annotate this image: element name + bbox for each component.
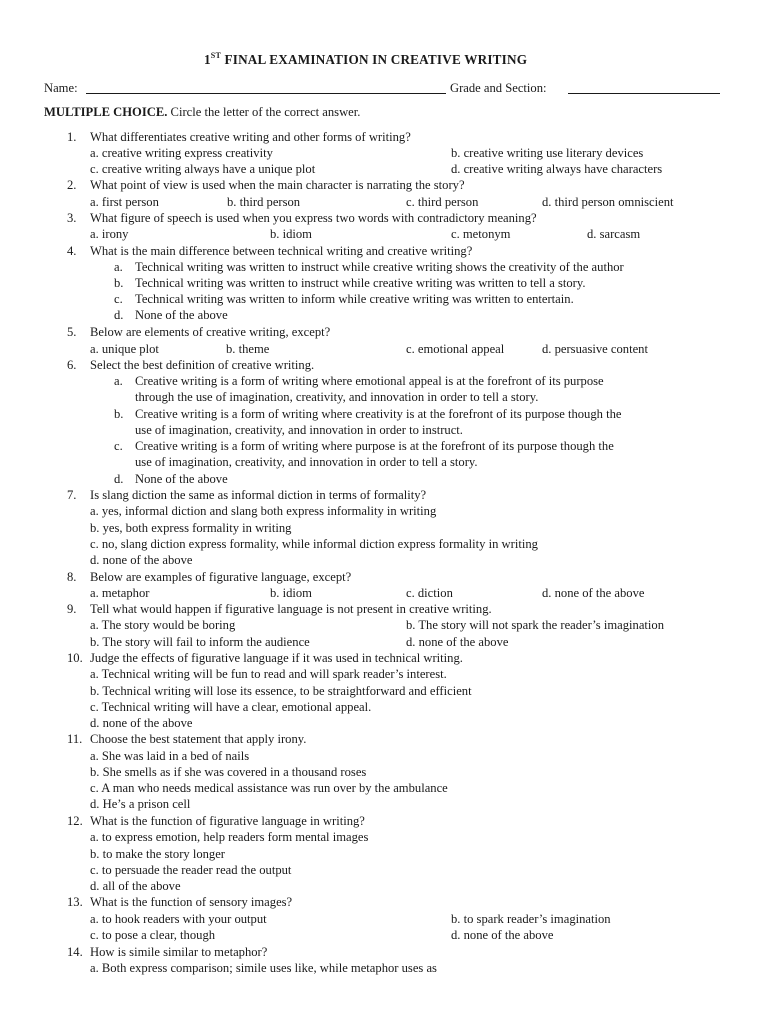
choice: d. creative writing always have characters: [451, 162, 663, 176]
instructions-text: Circle the letter of the correct answer.: [167, 105, 361, 119]
question-number: 1.: [67, 130, 77, 144]
choice-letter: b.: [114, 276, 124, 290]
choice: d. He’s a prison cell: [90, 797, 191, 811]
question-number: 2.: [67, 178, 77, 192]
question-text: What point of view is used when the main character is narrating the story?: [90, 178, 465, 192]
question-text: How is simile similar to metaphor?: [90, 945, 268, 959]
question-number: 8.: [67, 570, 77, 584]
name-label: Name:: [44, 81, 78, 95]
choice: a. first person: [90, 195, 159, 209]
choice: Creative writing is a form of writing where emotional appeal is at the forefront of its purpose: [135, 374, 604, 388]
choice: a. unique plot: [90, 342, 159, 356]
question-number: 5.: [67, 325, 77, 339]
question-text: What differentiates creative writing and other forms of writing?: [90, 130, 411, 144]
title-superscript: ST: [210, 51, 221, 60]
choice-letter: b.: [114, 407, 124, 421]
choice: a. The story would be boring: [90, 618, 236, 632]
question-text: Below are examples of figurative language, except?: [90, 570, 352, 584]
choice: d. none of the above: [542, 586, 645, 600]
choice: d. sarcasm: [587, 227, 641, 241]
choice: a. to hook readers with your output: [90, 912, 267, 926]
choice: c. creative writing always have a unique plot: [90, 162, 316, 176]
question-number: 3.: [67, 211, 77, 225]
choice-continuation: use of imagination, creativity, and innovation in order to instruct.: [135, 423, 463, 437]
choice: b. The story will fail to inform the audience: [90, 635, 310, 649]
choice: c. diction: [406, 586, 453, 600]
choice: c. Technical writing will have a clear, emotional appeal.: [90, 700, 372, 714]
question-text: Is slang diction the same as informal diction in terms of formality?: [90, 488, 427, 502]
question-text: What is the function of figurative language in writing?: [90, 814, 365, 828]
question-text: What is the main difference between technical writing and creative writing?: [90, 244, 473, 258]
choice: c. third person: [406, 195, 479, 209]
question-text: Below are elements of creative writing, except?: [90, 325, 331, 339]
question-text: Choose the best statement that apply irony.: [90, 732, 307, 746]
question-number: 4.: [67, 244, 77, 258]
choice: c. emotional appeal: [406, 342, 505, 356]
choice: c. to persuade the reader read the output: [90, 863, 292, 877]
question-number: 12.: [67, 814, 83, 828]
grade-section-label: Grade and Section:: [450, 81, 547, 95]
choice: d. persuasive content: [542, 342, 648, 356]
choice: a. creative writing express creativity: [90, 146, 273, 160]
choice: a. to express emotion, help readers form mental images: [90, 830, 369, 844]
question-text: Tell what would happen if figurative language is not present in creative writing.: [90, 602, 492, 616]
choice-letter: a.: [114, 374, 123, 388]
choice: b. third person: [227, 195, 301, 209]
choice: a. Technical writing will be fun to read and will spark reader’s interest.: [90, 667, 447, 681]
choice: b. Technical writing will lose its essence, to be straightforward and efficient: [90, 684, 472, 698]
grade-section-blank-line[interactable]: [568, 93, 720, 94]
choice: b. theme: [226, 342, 270, 356]
instructions-heading: MULTIPLE CHOICE.: [44, 105, 168, 119]
choice: c. to pose a clear, though: [90, 928, 216, 942]
choice: c. metonym: [451, 227, 511, 241]
choice: None of the above: [135, 472, 228, 486]
choice-continuation: use of imagination, creativity, and innovation in order to tell a story.: [135, 455, 478, 469]
choice: d. all of the above: [90, 879, 181, 893]
choice: Technical writing was written to instruct while creative writing was written to tell a story.: [135, 276, 586, 290]
choice: Technical writing was written to inform while creative writing was written to entertain.: [135, 292, 574, 306]
choice: b. creative writing use literary devices: [451, 146, 644, 160]
choice: d. none of the above: [90, 716, 193, 730]
question-text: Judge the effects of figurative language if it was used in technical writing.: [90, 651, 463, 665]
instructions: [44, 104, 360, 120]
choice: d. none of the above: [406, 635, 509, 649]
choice-letter: d.: [114, 472, 124, 486]
question-number: 13.: [67, 895, 83, 909]
choice: b. The story will not spark the reader’s imagination: [406, 618, 664, 632]
choice: c. no, slang diction express formality, while informal diction express formality in writing: [90, 537, 538, 551]
question-text: What figure of speech is used when you express two words with contradictory meaning?: [90, 211, 537, 225]
choice: d. none of the above: [90, 553, 193, 567]
choice-continuation: through the use of imagination, creativity, and innovation in order to tell a story.: [135, 390, 539, 404]
choice-letter: c.: [114, 292, 123, 306]
choice: b. idiom: [270, 227, 312, 241]
choice: Technical writing was written to instruct while creative writing shows the creativity of the author: [135, 260, 624, 274]
choice-letter: d.: [114, 308, 124, 322]
question-number: 9.: [67, 602, 77, 616]
choice: a. Both express comparison; simile uses like, while metaphor uses as: [90, 961, 437, 975]
choice: b. to make the story longer: [90, 847, 226, 861]
choice: a. She was laid in a bed of nails: [90, 749, 250, 763]
choice: c. A man who needs medical assistance was run over by the ambulance: [90, 781, 448, 795]
choice: a. irony: [90, 227, 129, 241]
choice: a. metaphor: [90, 586, 150, 600]
question-text: What is the function of sensory images?: [90, 895, 293, 909]
choice: Creative writing is a form of writing where creativity is at the forefront of its purpose though the: [135, 407, 622, 421]
choice: d. third person omniscient: [542, 195, 674, 209]
choice: a. yes, informal diction and slang both express informality in writing: [90, 504, 437, 518]
choice: Creative writing is a form of writing where purpose is at the forefront of its purpose though the: [135, 439, 614, 453]
choice-letter: a.: [114, 260, 123, 274]
choice: b. She smells as if she was covered in a thousand roses: [90, 765, 367, 779]
choice: d. none of the above: [451, 928, 554, 942]
question-number: 10.: [67, 651, 83, 665]
choice: None of the above: [135, 308, 228, 322]
choice: b. idiom: [270, 586, 312, 600]
choice-letter: c.: [114, 439, 123, 453]
page-title: 1ST FINAL EXAMINATION IN CREATIVE WRITING: [204, 51, 528, 67]
question-number: 14.: [67, 945, 83, 959]
choice: b. yes, both express formality in writing: [90, 521, 292, 535]
question-number: 6.: [67, 358, 77, 372]
choice: b. to spark reader’s imagination: [451, 912, 611, 926]
question-text: Select the best definition of creative writing.: [90, 358, 315, 372]
name-blank-line[interactable]: [86, 93, 446, 94]
question-number: 11.: [67, 732, 83, 746]
question-number: 7.: [67, 488, 77, 502]
